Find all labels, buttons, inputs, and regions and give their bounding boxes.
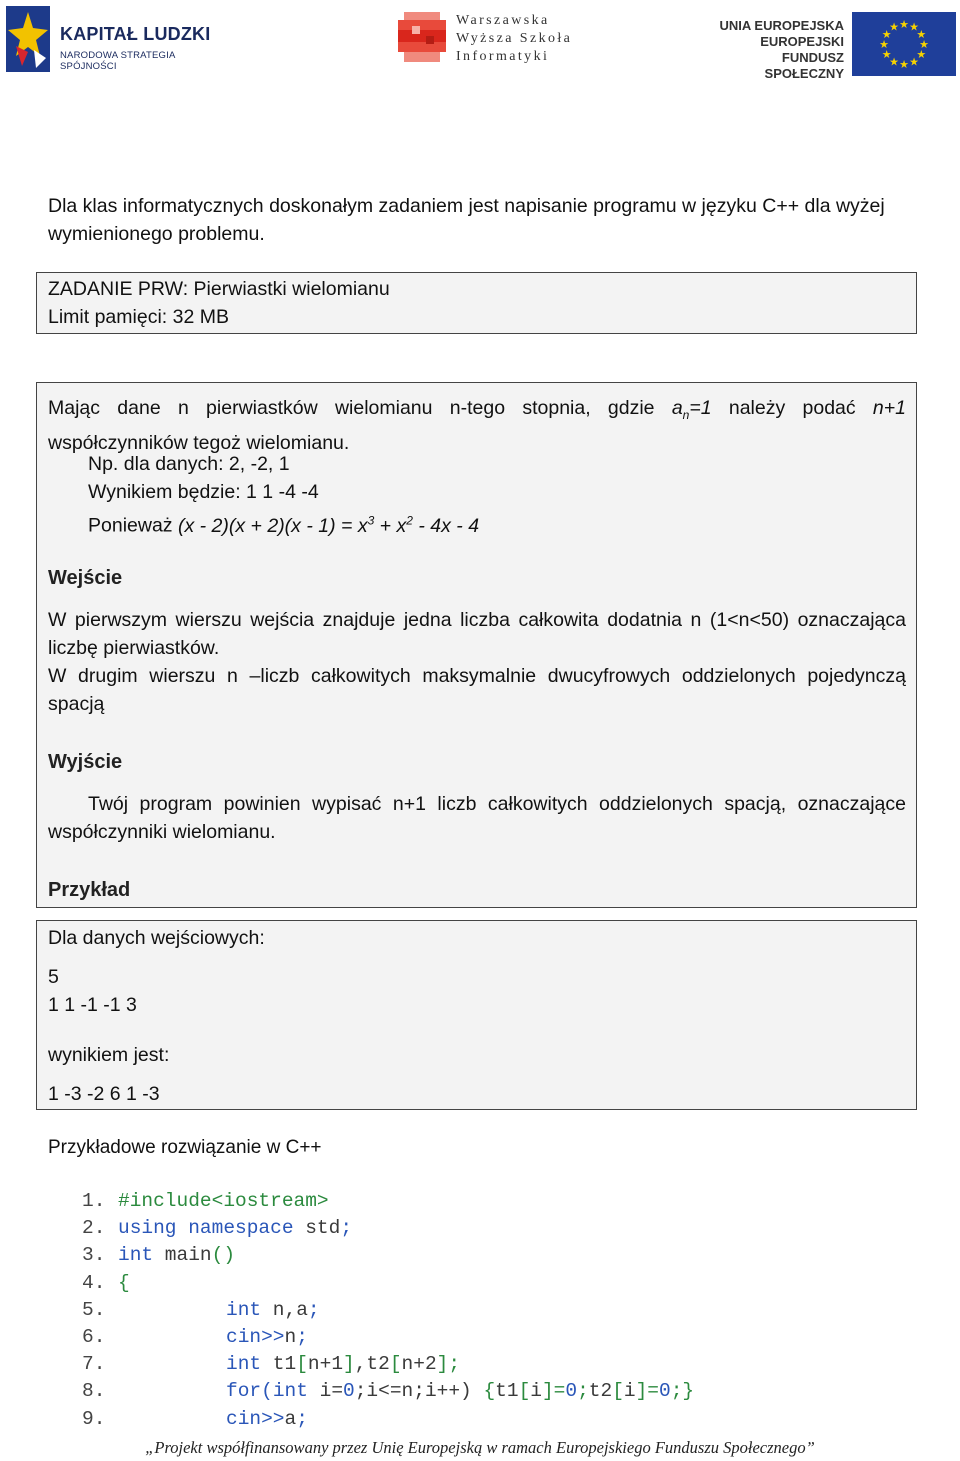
- wwsi-line2: Wyższa Szkoła: [456, 31, 573, 46]
- example-np: Np. dla danych: 2, -2, 1: [88, 453, 290, 475]
- wwsi-mosaic-icon: [398, 12, 446, 62]
- example-input-line1: 5: [48, 966, 59, 988]
- code-token: int: [272, 1380, 308, 1403]
- code-token: (: [261, 1380, 273, 1403]
- power-2: 2: [406, 513, 413, 527]
- code-token: std: [293, 1217, 341, 1240]
- line-number: 1.: [82, 1190, 106, 1212]
- example-box: [36, 920, 917, 1110]
- output-paragraph: Twój program powinien wypisać n+1 liczb całkowitych oddzielonych spacją, oznaczające współczynniki wielomianu.: [48, 793, 906, 843]
- example-because: [88, 506, 479, 540]
- eu-star-icon: ★: [916, 49, 927, 61]
- code-token: for: [226, 1380, 262, 1403]
- code-line-6: [82, 1324, 942, 1351]
- power-3: 3: [367, 513, 375, 527]
- code-token: n+1: [307, 1353, 344, 1376]
- task-box: [36, 272, 917, 334]
- code-token: [: [518, 1380, 531, 1403]
- a-equals: =1: [689, 397, 712, 419]
- code-token: 0: [659, 1380, 671, 1403]
- example-input-line2: 1 1 -1 -1 3: [48, 994, 137, 1016]
- eu-line1: UNIA EUROPEJSKA: [719, 18, 844, 33]
- code-token: i=: [307, 1380, 344, 1403]
- output-heading: Wyjście: [48, 751, 123, 773]
- code-token: main: [153, 1244, 212, 1267]
- problem-desc-part1: Mając dane n pierwiastków wielomianu n-tego stopnia, gdzie: [48, 397, 672, 419]
- task-title: ZADANIE PRW: Pierwiastki wielomianu: [48, 278, 390, 300]
- input-paragraph-1: W pierwszym wierszu wejścia znajduje jedna liczba całkowita dodatnia n (1<n<50) oznaczająca liczbę pierwiastków.: [48, 609, 906, 659]
- a-subscript: n: [682, 407, 690, 422]
- code-token: [: [296, 1353, 308, 1376]
- eu-star-icon: ★: [909, 21, 919, 34]
- eu-star-icon: ★: [881, 49, 892, 61]
- code-token: a: [284, 1407, 297, 1430]
- expression-rest: - 4x - 4: [412, 514, 480, 537]
- code-token: ;}: [670, 1380, 695, 1403]
- code-token: int: [118, 1244, 154, 1267]
- code-line-8: [82, 1378, 942, 1405]
- code-token: i: [623, 1380, 636, 1403]
- code-token: ;: [577, 1380, 589, 1403]
- code-token: ]=: [541, 1380, 566, 1403]
- code-token: >>: [261, 1407, 285, 1430]
- eu-star-icon: ★: [879, 39, 889, 51]
- eu-star-icon: ★: [919, 39, 929, 51]
- problem-description: [48, 394, 906, 457]
- code-token: int: [226, 1298, 262, 1321]
- wwsi-line1: Warszawska: [456, 13, 550, 28]
- code-token: ;i<=n;i++): [354, 1380, 484, 1403]
- code-token: cin: [226, 1407, 262, 1430]
- code-token: n,a: [261, 1298, 308, 1321]
- solution-label: Przykładowe rozwiązanie w C++: [48, 1137, 322, 1158]
- footer-note: „Projekt współfinansowany przez Unię Europejską w ramach Europejskiego Funduszu Społecznego”: [145, 1438, 815, 1457]
- n-plus-one: n+1: [872, 397, 906, 419]
- code-token: (): [211, 1244, 236, 1267]
- example-result: Wynikiem będzie: 1 1 -4 -4: [88, 481, 319, 503]
- code-token: [: [389, 1353, 402, 1376]
- kapital-ludzki-logo: [6, 6, 211, 76]
- code-line-2: [82, 1215, 942, 1242]
- kapital-ludzki-title: KAPITAŁ LUDZKI: [60, 24, 211, 44]
- example-heading: Przykład: [48, 879, 131, 901]
- code-token: {: [118, 1271, 130, 1294]
- example-result-value: 1 -3 -2 6 1 -3: [48, 1083, 160, 1105]
- wwsi-logo: [398, 12, 598, 72]
- eu-star-icon: ★: [916, 29, 927, 41]
- eu-flag-icon: [852, 12, 956, 76]
- code-line-5: [82, 1297, 942, 1324]
- code-token: ]: [343, 1353, 355, 1376]
- code-token: 0: [565, 1380, 578, 1403]
- because-expression: (x - 2)(x + 2)(x - 1) = x: [177, 514, 368, 537]
- code-token: t1: [261, 1353, 297, 1376]
- wwsi-line3: Informatyki: [456, 49, 550, 64]
- code-token: ;: [296, 1407, 308, 1430]
- code-listing: [82, 1188, 942, 1433]
- wwsi-name: [456, 12, 572, 66]
- code-token: {: [483, 1380, 496, 1403]
- input-heading: Wejście: [48, 567, 123, 589]
- line-number: 2.: [82, 1217, 106, 1240]
- code-line-1: [82, 1188, 942, 1215]
- code-token: ];: [436, 1353, 461, 1376]
- code-token: #include<iostream>: [118, 1190, 329, 1212]
- eu-star-icon: ★: [899, 59, 909, 71]
- code-token: int: [226, 1353, 262, 1376]
- code-token: t1: [495, 1380, 519, 1403]
- example-result-label: wynikiem jest:: [48, 1044, 170, 1066]
- a-symbol: a: [671, 397, 683, 419]
- input-paragraph-2: W drugim wierszu n –liczb całkowitych maksymalnie dwucyfrowych oddzielonych pojedynczą spacją: [48, 665, 906, 715]
- intro-paragraph: Dla klas informatycznych doskonałym zadaniem jest napisanie programu w języku C++ dla wyżej wymienionego problemu.: [48, 195, 885, 245]
- because-label: Ponieważ: [88, 514, 178, 537]
- code-token: [: [612, 1380, 624, 1403]
- code-token: ]=: [635, 1380, 660, 1403]
- eu-logo: [704, 12, 956, 81]
- code-token: ;: [307, 1298, 320, 1321]
- code-line-9: [82, 1406, 942, 1433]
- code-token: >>: [261, 1326, 285, 1349]
- problem-desc-part3: współczynników tegoż wielomianu.: [48, 431, 350, 454]
- code-token: n+2: [401, 1353, 437, 1376]
- line-number: 9.: [82, 1407, 106, 1430]
- code-token: n: [284, 1326, 297, 1349]
- code-token: ;: [340, 1217, 353, 1240]
- eu-star-icon: ★: [889, 56, 899, 69]
- eu-star-icon: ★: [889, 21, 899, 34]
- problem-box: [36, 382, 917, 908]
- plus-x: + x: [374, 514, 407, 537]
- code-token: using namespace: [118, 1217, 294, 1240]
- code-line-4: [82, 1270, 942, 1297]
- eu-line2: EUROPEJSKI: [760, 34, 844, 49]
- problem-desc-part2: należy podać: [711, 397, 873, 419]
- example-for-data: Dla danych wejściowych:: [48, 927, 265, 949]
- eu-line3: FUNDUSZ SPOŁECZNY: [764, 50, 844, 81]
- code-token: ,t2: [354, 1353, 390, 1376]
- line-number: 7.: [82, 1353, 106, 1376]
- eu-text: [704, 18, 844, 82]
- eu-star-icon: ★: [899, 19, 909, 31]
- line-number: 4.: [82, 1271, 106, 1294]
- line-number: 3.: [82, 1244, 106, 1267]
- eu-star-icon: ★: [881, 29, 892, 41]
- eu-star-icon: ★: [909, 56, 919, 69]
- line-number: 6.: [82, 1326, 106, 1349]
- kapital-ludzki-subtitle: NARODOWA STRATEGIA SPÓJNOŚCI: [60, 50, 175, 72]
- kapital-ludzki-star-icon: [6, 6, 50, 72]
- code-line-3: [82, 1242, 942, 1269]
- line-number: 5.: [82, 1298, 106, 1321]
- code-line-7: [82, 1351, 942, 1378]
- task-limit: Limit pamięci: 32 MB: [48, 306, 229, 328]
- code-token: t2: [588, 1380, 613, 1403]
- code-token: ;: [296, 1326, 308, 1349]
- code-token: cin: [226, 1326, 262, 1349]
- line-number: 8.: [82, 1380, 106, 1403]
- code-token: i: [530, 1380, 542, 1403]
- code-token: 0: [343, 1380, 355, 1403]
